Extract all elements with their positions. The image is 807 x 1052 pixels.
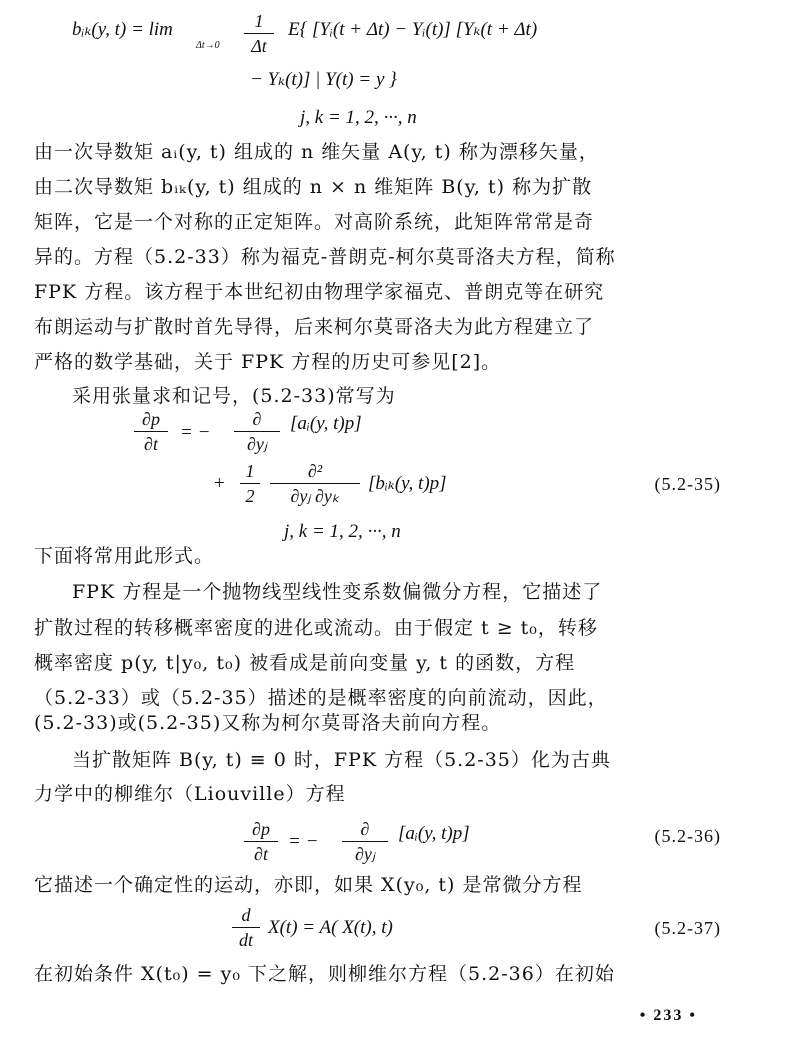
fraction-bar: [232, 927, 260, 928]
eq37-body: X(t) = A( X(t), t): [268, 917, 393, 938]
paragraph-line: 在初始条件 X(t₀) = y₀ 下之解，则柳维尔方程（5.2-36）在初始: [34, 963, 615, 985]
eq36-d-fraction: [342, 818, 388, 865]
eq36-term: [aᵢ(y, t)p]: [398, 823, 470, 844]
eq36-lhs-num: ∂p: [252, 819, 270, 839]
paragraph-line: 概率密度 p(y, t|y₀, t₀) 被看成是前向变量 y, t 的函数，方程: [34, 652, 576, 674]
paragraph-line: 异的。方程（5.2-33）称为福克-普朗克-柯尔莫哥洛夫方程，简称: [34, 246, 616, 268]
page-number: • 233 •: [639, 1007, 697, 1024]
eq-b-fraction: [244, 10, 274, 57]
eq36-number: (5.2-36): [654, 826, 721, 846]
fraction-bar: [244, 841, 278, 842]
eq35-term1: [aᵢ(y, t)p]: [290, 413, 362, 434]
eq35-lhs-num: ∂p: [142, 409, 160, 429]
eq36-lhs-den: ∂t: [254, 844, 268, 864]
eq35-number: (5.2-35): [654, 474, 721, 494]
eq-b-line3: j, k = 1, 2, ···, n: [300, 107, 417, 128]
eq-b-lim-subscript: Δt→0: [196, 40, 220, 51]
eq-b-line1-rhs: E{ [Yᵢ(t + Δt) − Yᵢ(t)] [Yₖ(t + Δt): [288, 19, 538, 40]
eq35-term2: [bᵢₖ(y, t)p]: [368, 473, 447, 494]
paragraph-line: 布朗运动与扩散时首先导得，后来柯尔莫哥洛夫为此方程建立了: [34, 316, 595, 338]
eq35-d2-fraction: [270, 460, 360, 507]
fraction-bar: [244, 33, 274, 34]
fraction-bar: [342, 841, 388, 842]
paragraph-line: （5.2-33）或（5.2-35）描述的是概率密度的向前流动，因此，: [34, 687, 608, 709]
eq35-d2-den: ∂yⱼ ∂yₖ: [290, 486, 340, 506]
eq35-lhs-fraction: [134, 408, 168, 455]
eq37-d-fraction: [232, 904, 260, 951]
eq36-equals: = −: [288, 831, 319, 852]
eq-b-frac-num: 1: [254, 11, 264, 31]
paragraph-line: 扩散过程的转移概率密度的进化或流动。由于假定 t ≥ t₀，转移: [34, 617, 598, 639]
eq37-d-den: dt: [238, 930, 253, 950]
eq35-d-num: ∂: [252, 409, 262, 429]
paragraph-line: 由二次导数矩 bᵢₖ(y, t) 组成的 n × n 维矩阵 B(y, t) 称为扩散: [34, 176, 593, 198]
fraction-bar: [240, 483, 260, 484]
eq35-half-fraction: [240, 460, 260, 507]
eq35-d-den: ∂yⱼ: [246, 434, 268, 454]
paragraph-line: 它描述一个确定性的运动，亦即，如果 X(y₀, t) 是常微分方程: [34, 874, 583, 896]
fraction-bar: [270, 483, 360, 484]
fraction-bar: [234, 431, 280, 432]
eq37-d-num: d: [241, 905, 251, 925]
eq35-half-num: 1: [245, 461, 255, 481]
paragraph-line: 矩阵，它是一个对称的正定矩阵。对高阶系统，此矩阵常常是奇: [34, 211, 595, 233]
paragraph-line: (5.2-33)或(5.2-35)又称为柯尔莫哥洛夫前向方程。: [34, 712, 502, 734]
eq35-d2-num: ∂²: [307, 461, 323, 481]
eq-b-line1-lhs: bᵢₖ(y, t) = lim: [72, 19, 173, 40]
eq37-number: (5.2-37): [654, 918, 721, 938]
paragraph-line: 下面将常用此形式。: [34, 545, 215, 567]
eq35-range: j, k = 1, 2, ···, n: [284, 521, 401, 542]
eq35-equals: = −: [180, 422, 211, 443]
paragraph-line: 当扩散矩阵 B(y, t) ≡ 0 时，FPK 方程（5.2-35）化为古典: [72, 749, 611, 771]
eq-b-line2: − Yₖ(t)] | Y(t) = y }: [250, 69, 397, 90]
paragraph-line: 严格的数学基础，关于 FPK 方程的历史可参见[2]。: [34, 351, 502, 373]
paragraph-line: 采用张量求和记号，(5.2-33)常写为: [72, 385, 396, 407]
eq-b-frac-den: Δt: [251, 36, 267, 56]
eq36-d-den: ∂yⱼ: [354, 844, 376, 864]
eq35-plus: +: [214, 473, 225, 494]
eq35-lhs-den: ∂t: [144, 434, 158, 454]
eq35-d-fraction: [234, 408, 280, 455]
paragraph-line: 力学中的柳维尔（Liouville）方程: [34, 783, 346, 805]
eq35-half-den: 2: [245, 486, 255, 506]
paragraph-line: 由一次导数矩 aᵢ(y, t) 组成的 n 维矢量 A(y, t) 称为漂移矢量，: [34, 141, 599, 163]
paragraph-line: FPK 方程是一个抛物线型线性变系数偏微分方程，它描述了: [72, 581, 603, 603]
fraction-bar: [134, 431, 168, 432]
paragraph-line: FPK 方程。该方程于本世纪初由物理学家福克、普朗克等在研究: [34, 281, 605, 303]
eq36-lhs-fraction: [244, 818, 278, 865]
eq36-d-num: ∂: [360, 819, 370, 839]
